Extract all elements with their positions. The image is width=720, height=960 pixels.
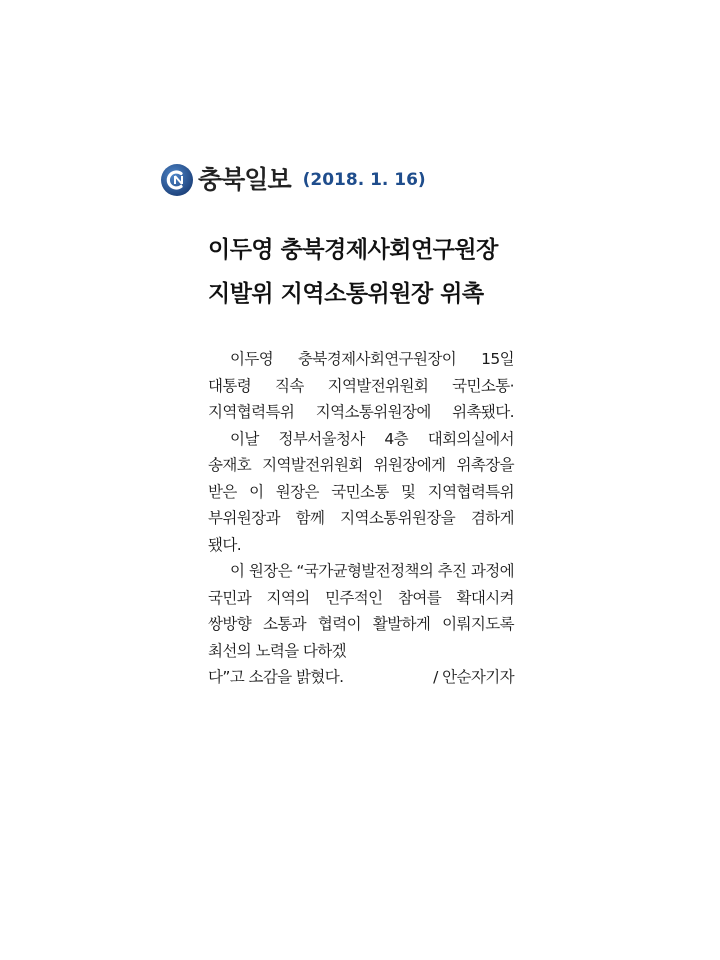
article-paragraph-2: 이날 정부서울청사 4층 대회의실에서 송재호 지역발전위원회 위원장에게 위촉장을 받은 이 원장은 국민소통 및 지역협력특위 부위원장과 함께 지역소통위원장을 겸하게 됐다. (208, 429, 514, 554)
reporter-byline: / 안순자기자 (433, 668, 514, 686)
article-closing-text: 다”고 소감을 밝혔다. (208, 668, 344, 686)
article-paragraph-3-text: 이 원장은 “국가균형발전정책의 추진 과정에 국민과 지역의 민주적인 참여를 확대시켜 쌍방향 소통과 협력이 활발하게 이뤄지도록 최선의 노력을 다하겠 (208, 562, 514, 660)
cn-circle-logo-icon (160, 163, 194, 197)
article-paragraph-1: 이두영 충북경제사회연구원장이 15일 대통령 직속 지역발전위원회 국민소통·지역협력특위 지역소통위원장에 위촉됐다. (208, 350, 514, 421)
headline-line-1: 이두영 충북경제사회연구원장 (208, 237, 498, 263)
article-closing-line (208, 664, 514, 691)
headline-line-2: 지발위 지역소통위원장 위촉 (208, 281, 484, 307)
publication-date: (2018. 1. 16) (302, 170, 426, 190)
newspaper-name: 충북일보 (198, 165, 291, 194)
article-body (208, 346, 514, 691)
article-paragraph-3 (208, 558, 514, 664)
masthead (160, 160, 426, 200)
article-headline (208, 228, 538, 316)
